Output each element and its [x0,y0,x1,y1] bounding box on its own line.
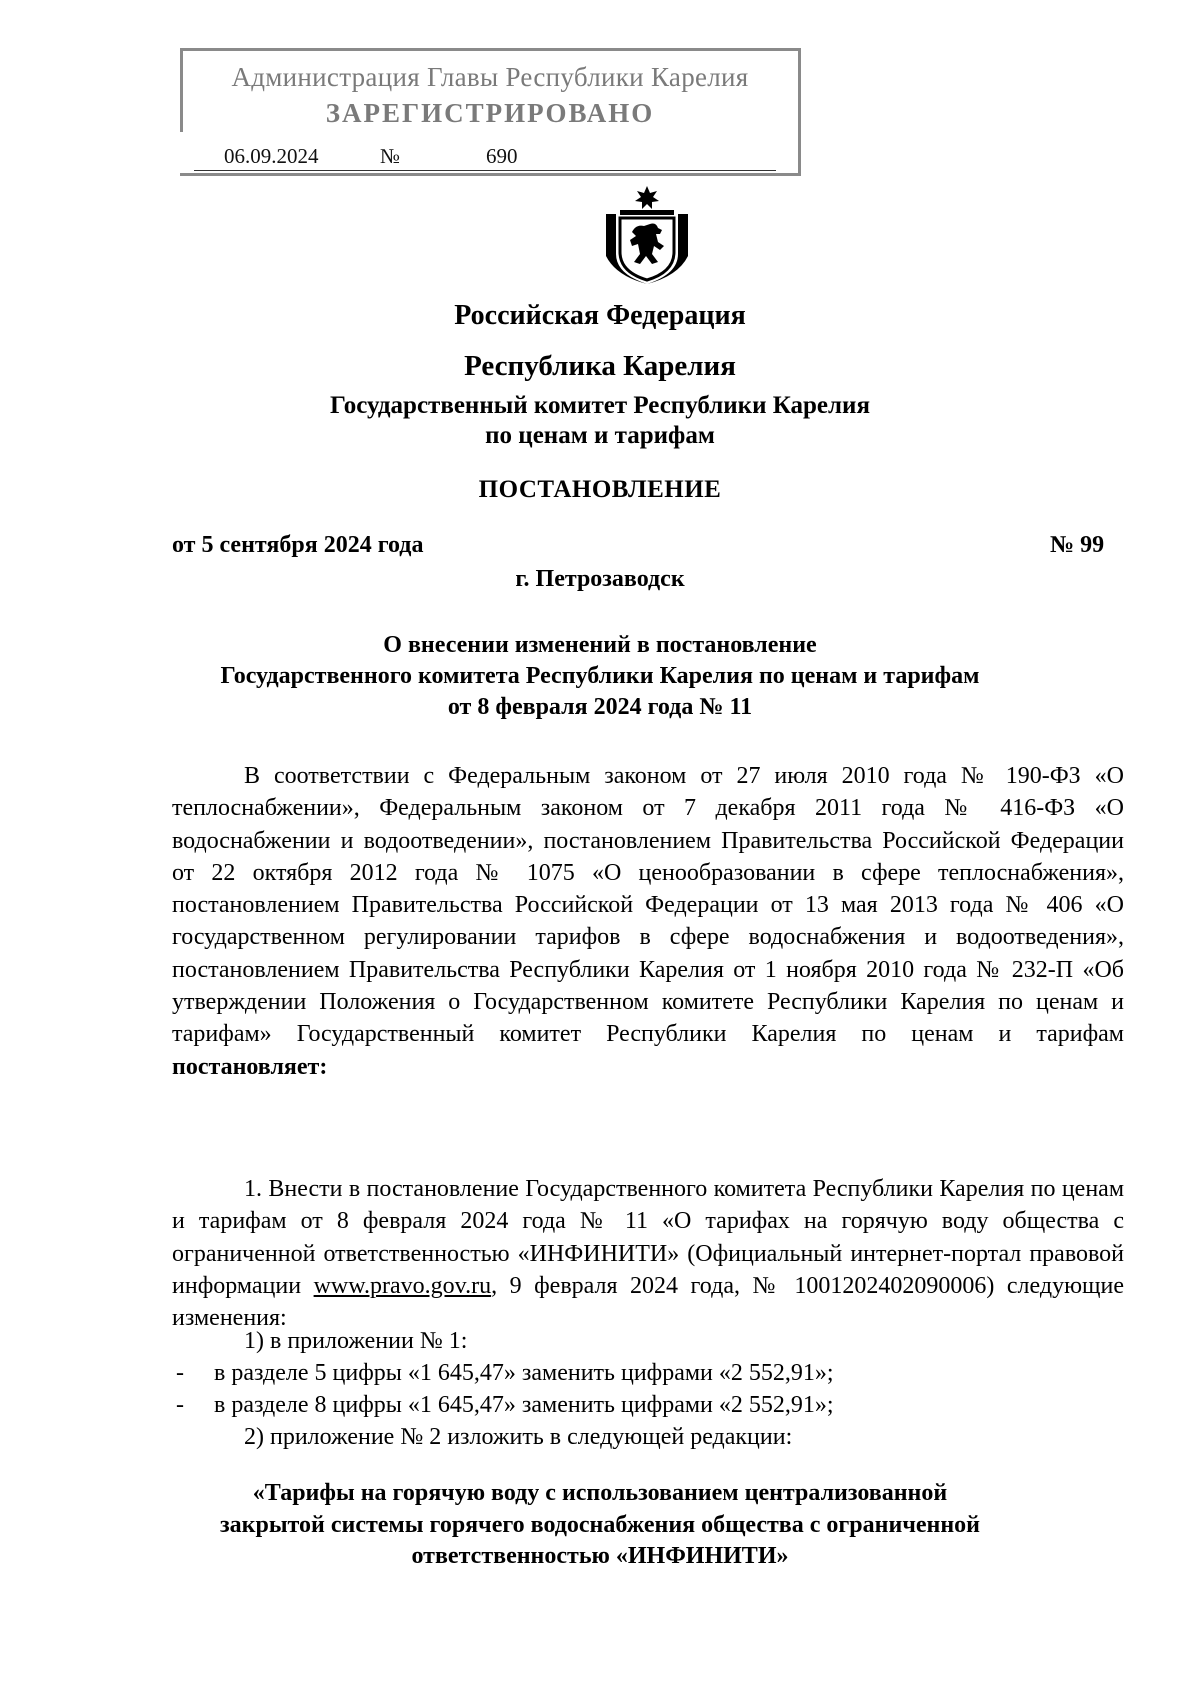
preamble-paragraph [172,760,1124,1083]
bullet-dash: - [176,1392,184,1418]
item1-text-end: , 9 февраля 2024 года, № 1001202402090006) следующие изменения: [172,1272,1124,1332]
bullet-dash: - [176,1360,184,1386]
stamp-date: 06.09.2024 [224,144,319,168]
subitem-2: 2) приложение № 2 изложить в следующей редакции: [244,1424,793,1450]
committee-title-line2: по ценам и тарифам [485,422,715,449]
bullet-1 [172,1360,834,1387]
tariff-title-line2: закрытой системы горячего водоснабжения общества с ограниченной [220,1512,980,1538]
subject-line3: от 8 февраля 2024 года № 11 [447,694,753,720]
bullet-2 [172,1392,834,1419]
preamble-text: В соответствии с Федеральным законом от 27 июля 2010 года № 190-ФЗ «О теплоснабжении», Федеральным законом от 7 декабря 2011 года № 416-ФЗ «О водоснабжении и водоотведении», постановлением Правительства Российской Федерации от 22 октября 2012 года № 1075 «О ценообразовании в сфере теплоснабжения», постановлением Правительства Российской Федерации от 13 мая 2013 года № 406 «О государственном регулировании тарифов в сфере водоснабжения и водоотведения», постановлением Правительства Республики Карелия от 1 ноября 2010 года № 232-П «Об утверждении Положения о Государственном комитете Республики Карелия по ценам и тарифам» Государственный комитет Республики Карелия по ценам и тарифам [172,763,1124,1048]
document-city: г. Петрозаводск [515,566,685,592]
subject-line1: О внесении изменений в постановление [383,632,817,658]
stamp-underline [194,170,776,171]
item1-text: 1. Внести в постановление Государственного комитета Республики Карелия по ценам и тарифам от 8 февраля 2024 года № 11 «О тарифах на горячую воду общества с ограниченной ответственностью «ИНФИНИТИ» (Официальный интернет-портал правовой информации [172,1176,1124,1299]
item1-paragraph [172,1173,1124,1334]
stamp-frame-left [180,48,183,132]
subject-line2: Государственного комитета Республики Карелия по ценам и тарифам [220,663,980,689]
stamp-number: 690 [486,144,518,168]
karelia-coat-of-arms-icon [600,184,694,288]
bullet-2-text: в разделе 8 цифры «1 645,47» заменить цифрами «2 552,91»; [214,1392,834,1418]
document-date: от 5 сентября 2024 года [172,532,424,558]
tariff-title-line1: «Тарифы на горячую воду с использованием централизованной [252,1480,948,1506]
document-type: ПОСТАНОВЛЕНИЕ [478,476,722,503]
preamble-block [172,760,1124,1083]
registration-stamp [180,48,800,172]
document-number: № 99 [1050,532,1105,558]
stamp-authority: Администрация Главы Республики Карелия [231,62,749,92]
resolves-word: постановляет: [172,1053,328,1080]
country-title: Российская Федерация [454,300,746,331]
stamp-number-label: № [380,144,401,168]
subitem-1: 1) в приложении № 1: [244,1328,468,1354]
committee-title-line1: Государственный комитет Республики Карелия [330,392,870,419]
tariff-title-line3: ответственностью «ИНФИНИТИ» [411,1543,789,1569]
republic-title: Республика Карелия [464,350,736,382]
bullet-1-text: в разделе 5 цифры «1 645,47» заменить цифрами «2 552,91»; [214,1360,834,1386]
pravo-portal-link[interactable]: www.pravo.gov.ru [313,1272,492,1299]
stamp-registered: ЗАРЕГИСТРИРОВАНО [325,98,655,128]
item1-block [172,1173,1124,1334]
